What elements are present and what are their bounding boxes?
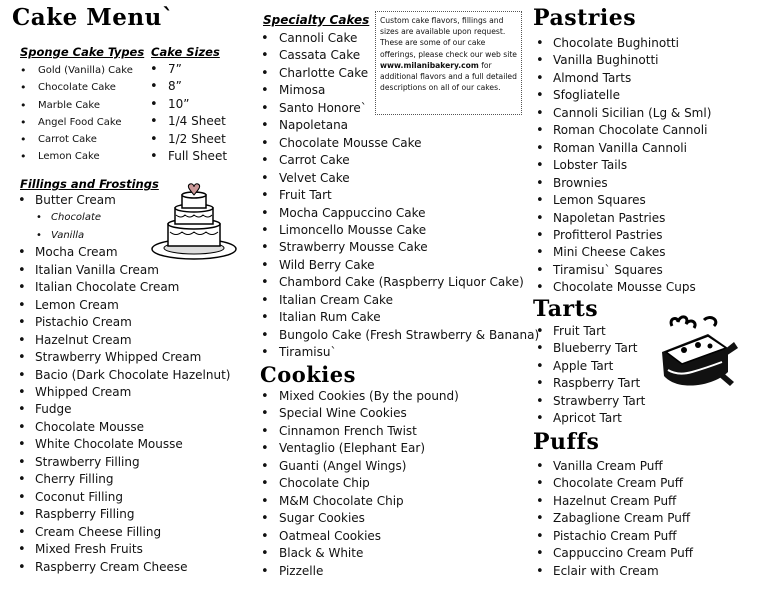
list-item: • Brownies — [533, 175, 711, 192]
list-item: • Italian Cream Cake — [259, 292, 539, 309]
list-item: • Coconut Filling — [15, 489, 231, 506]
list-item: • Italian Rum Cake — [259, 309, 539, 326]
list-item: • Chocolate Mousse Cups — [533, 279, 711, 296]
list-item: • Roman Vanilla Cannoli — [533, 140, 711, 157]
list-item: • Napoletan Pastries — [533, 210, 711, 227]
list-item: • Chocolate Chip — [259, 475, 459, 492]
list-item: • Strawberry Tart — [533, 393, 645, 410]
list-item: • Chocolate — [15, 209, 231, 226]
list-item: • Carrot Cake — [259, 152, 539, 169]
list-item: • Charlotte Cake — [259, 65, 539, 82]
puffs-heading: Puffs — [533, 429, 600, 455]
list-item: • Cannoli Cake — [259, 30, 539, 47]
list-item: • Santo Honore` — [259, 100, 539, 117]
tarts-heading: Tarts — [533, 296, 599, 322]
list-item: • Chocolate Mousse Cake — [259, 135, 539, 152]
fillings-heading: Fillings and Frostings — [20, 177, 159, 191]
list-item: • Lemon Cream — [15, 297, 231, 314]
list-item: • White Chocolate Mousse — [15, 436, 231, 453]
list-item: • Cinnamon French Twist — [259, 423, 459, 440]
cookies-heading: Cookies — [260, 362, 356, 387]
list-item: • Eclair with Cream — [533, 563, 693, 580]
list-item: • Cappuccino Cream Puff — [533, 545, 693, 562]
list-item: • Hazelnut Cream — [15, 332, 231, 349]
list-item: • Mimosa — [259, 82, 539, 99]
list-item: • Cassata Cake — [259, 47, 539, 64]
list-item: • Wild Berry Cake — [259, 257, 539, 274]
sizes-heading: Cake Sizes — [151, 45, 220, 59]
list-item: • 8” — [149, 78, 227, 95]
list-item: • Profitterol Pastries — [533, 227, 711, 244]
list-item: • Raspberry Cream Cheese — [15, 559, 231, 576]
sizes-list — [149, 61, 227, 165]
list-item: • Mixed Fresh Fruits — [15, 541, 231, 558]
list-item: • Lemon Squares — [533, 192, 711, 209]
list-item: • Pistachio Cream — [15, 314, 231, 331]
list-item: • Fudge — [15, 401, 231, 418]
puffs-list — [533, 458, 693, 580]
list-item: • Mixed Cookies (By the pound) — [259, 388, 459, 405]
tiered-cake-icon — [148, 182, 238, 262]
list-item: • Marble Cake — [20, 97, 133, 114]
pastries-heading: Pastries — [533, 5, 637, 31]
list-item: • Pizzelle — [259, 563, 459, 580]
list-item: • Black & White — [259, 545, 459, 562]
list-item: • Butter Cream — [15, 192, 231, 209]
list-item: • Carrot Cake — [20, 131, 133, 148]
list-item: • Vanilla — [15, 227, 231, 244]
list-item: • Sugar Cookies — [259, 510, 459, 527]
list-item: • Ventaglio (Elephant Ear) — [259, 440, 459, 457]
list-item: • Raspberry Filling — [15, 506, 231, 523]
list-item: • Whipped Cream — [15, 384, 231, 401]
list-item: • 1/2 Sheet — [149, 131, 227, 148]
note-text: Custom cake flavors, fillings and sizes are available upon request. These are some of our cake offerings, please check our web site — [380, 16, 517, 59]
list-item: • Cannoli Sicilian (Lg & Sml) — [533, 105, 711, 122]
list-item: • Mocha Cream — [15, 244, 231, 261]
list-item: • Almond Tarts — [533, 70, 711, 87]
list-item: • Limoncello Mousse Cake — [259, 222, 539, 239]
list-item: • Napoletana — [259, 117, 539, 134]
list-item: • Raspberry Tart — [533, 375, 645, 392]
cake-menu-title: Cake Menu` — [12, 4, 174, 31]
list-item: • Fruit Tart — [533, 323, 645, 340]
list-item: • Vanilla Cream Puff — [533, 458, 693, 475]
list-item: • Fruit Tart — [259, 187, 539, 204]
list-item: • 1/4 Sheet — [149, 113, 227, 130]
cookies-list — [259, 388, 459, 580]
list-item: • Guanti (Angel Wings) — [259, 458, 459, 475]
list-item: • Pistachio Cream Puff — [533, 528, 693, 545]
list-item: • M&M Chocolate Chip — [259, 493, 459, 510]
list-item: • Strawberry Mousse Cake — [259, 239, 539, 256]
list-item: • Bacio (Dark Chocolate Hazelnut) — [15, 367, 231, 384]
specialty-heading: Specialty Cakes — [263, 13, 370, 27]
list-item: • Strawberry Filling — [15, 454, 231, 471]
pastries-list — [533, 35, 711, 297]
list-item: • Lobster Tails — [533, 157, 711, 174]
list-item: • Full Sheet — [149, 148, 227, 165]
custom-order-note — [375, 11, 522, 115]
list-item: • Velvet Cake — [259, 170, 539, 187]
list-item: • Gold (Vanilla) Cake — [20, 62, 133, 79]
tart-icon — [654, 312, 740, 396]
list-item: • Italian Chocolate Cream — [15, 279, 231, 296]
list-item: • Lemon Cake — [20, 148, 133, 165]
list-item: • 10” — [149, 96, 227, 113]
list-item: • Mocha Cappuccino Cake — [259, 205, 539, 222]
list-item: • Chambord Cake (Raspberry Liquor Cake) — [259, 274, 539, 291]
sponge-list — [20, 62, 133, 166]
list-item: • Apple Tart — [533, 358, 645, 375]
list-item: • Zabaglione Cream Puff — [533, 510, 693, 527]
list-item: • Hazelnut Cream Puff — [533, 493, 693, 510]
sponge-heading: Sponge Cake Types — [20, 45, 145, 59]
list-item: • Mini Cheese Cakes — [533, 244, 711, 261]
list-item: • Chocolate Bughinotti — [533, 35, 711, 52]
list-item: • Angel Food Cake — [20, 114, 133, 131]
list-item: • Chocolate Mousse — [15, 419, 231, 436]
note-text-end: for additional flavors and a full detailed descriptions on all of our cakes. — [380, 60, 517, 93]
list-item: • Italian Vanilla Cream — [15, 262, 231, 279]
list-item: • Oatmeal Cookies — [259, 528, 459, 545]
list-item: • Strawberry Whipped Cream — [15, 349, 231, 366]
tarts-list — [533, 323, 645, 428]
list-item: • Vanilla Bughinotti — [533, 52, 711, 69]
list-item: • Sfogliatelle — [533, 87, 711, 104]
list-item: • Cherry Filling — [15, 471, 231, 488]
list-item: • Bungolo Cake (Fresh Strawberry & Banana) — [259, 327, 539, 344]
list-item: • Special Wine Cookies — [259, 405, 459, 422]
list-item: • Apricot Tart — [533, 410, 645, 427]
list-item: • Chocolate Cream Puff — [533, 475, 693, 492]
list-item: • Blueberry Tart — [533, 340, 645, 357]
list-item: • Chocolate Cake — [20, 79, 133, 96]
list-item: • 7” — [149, 61, 227, 78]
list-item: • Cream Cheese Filling — [15, 524, 231, 541]
list-item: • Tiramisu` — [259, 344, 539, 361]
list-item: • Tiramisu` Squares — [533, 262, 711, 279]
website-link[interactable]: www.milanibakery.com — [380, 60, 479, 70]
list-item: • Roman Chocolate Cannoli — [533, 122, 711, 139]
